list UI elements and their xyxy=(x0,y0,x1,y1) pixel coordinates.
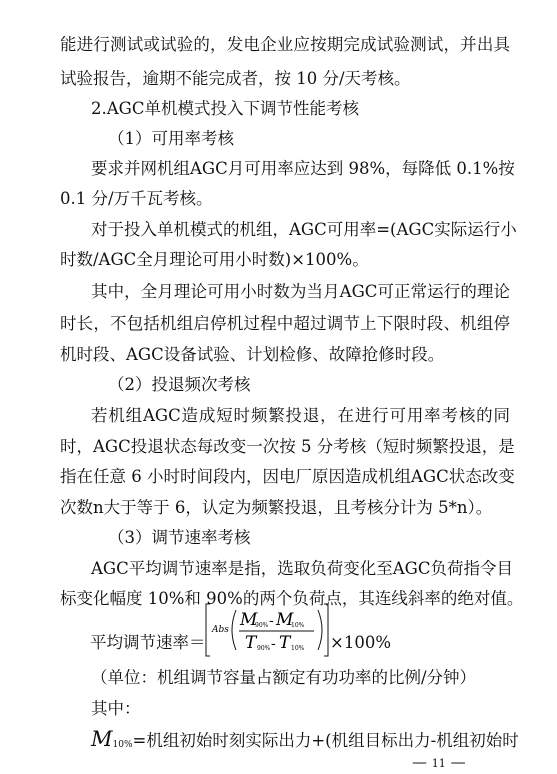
left-bracket xyxy=(206,604,210,656)
right-paren xyxy=(318,610,322,650)
paragraph-line: 次数n大于等于 6，认定为频繁投退，且考核分计为 5*n）。 xyxy=(60,498,493,517)
subsection-heading: （1）可用率考核 xyxy=(108,129,234,148)
paragraph-line: 试验报告，逾期不能完成者，按 10 分/天考核。 xyxy=(60,69,411,88)
section-heading: 2.AGC单机模式投入下调节性能考核 xyxy=(91,99,359,118)
t10-sub: 10% xyxy=(291,645,305,652)
m10-var: M xyxy=(276,610,294,630)
t90-var: T xyxy=(245,633,257,653)
paragraph-line: 0.1 分/万千瓦考核。 xyxy=(60,189,213,208)
unit-note: （单位：机组调节容量占额定有功功率的比例/分钟） xyxy=(91,668,477,687)
page-footer xyxy=(412,752,466,774)
m10-sub: 10% xyxy=(291,622,305,629)
paragraph-line: 时数/AGC全月理论可用小时数)×100%。 xyxy=(60,250,369,269)
footer-dash-right: — xyxy=(450,753,466,771)
rate-formula xyxy=(60,600,500,660)
t10-var: T xyxy=(279,633,291,653)
formula-expression xyxy=(202,600,332,660)
subsection-heading: （3）调节速率考核 xyxy=(108,528,251,547)
paragraph-line: 能进行测试或试验的，发电企业应按期完成试验测试，并出具 xyxy=(60,35,510,54)
paragraph-line: 时长，不包括机组启停机过程中超过调节上下限时段、机组停 xyxy=(60,314,510,333)
m90-var: M xyxy=(240,610,258,630)
m-subscript: 10% xyxy=(112,740,133,750)
right-bracket xyxy=(324,604,328,656)
paragraph-line: AGC平均调节速率是指，选取负荷变化至AGC负荷指令目 xyxy=(91,559,513,578)
paragraph-line: 其中，全月理论可用小时数为当月AGC可正常运行的理论 xyxy=(91,282,510,301)
paragraph-line: 标变化幅度 10%和 90%的两个负荷点，其连线斜率的绝对值。 xyxy=(60,589,524,608)
paragraph-line: 指在任意 6 小时时间段内，因电厂原因造成机组AGC状态改变 xyxy=(60,467,515,486)
m10-definition-text: =机组初始时刻实际出力+(机组目标出力-机组初始时 xyxy=(132,731,519,750)
m90-sub: 90% xyxy=(255,622,269,629)
formula-label: 平均调节速率＝ xyxy=(90,633,206,652)
paragraph-line: 要求并网机组AGC月可用率应达到 98%，每降低 0.1%按 xyxy=(91,159,515,178)
paragraph-line: 若机组AGC造成短时频繁投退，在进行可用率考核的同 xyxy=(91,406,510,425)
paragraph-line: 机时段、AGC设备试验、计划检修、故障抢修时段。 xyxy=(60,345,445,364)
paragraph-line: 对于投入单机模式的机组，AGC可用率=(AGC实际运行小 xyxy=(91,220,517,239)
abs-label: Abs xyxy=(212,625,229,635)
footer-dash-left: — xyxy=(412,753,427,771)
minus-sign: - xyxy=(269,613,274,629)
paragraph-line: 时，AGC投退状态每改变一次按 5 分考核（短时频繁投退，是 xyxy=(60,437,515,456)
paragraph-line: 其中： xyxy=(91,699,141,718)
page-number: 11 xyxy=(431,757,446,770)
formula-multiplier: ×100% xyxy=(330,633,391,652)
minus-sign: - xyxy=(271,636,276,652)
m-variable: M xyxy=(91,727,113,751)
t90-sub: 90% xyxy=(257,645,271,652)
subsection-heading: （2）投退频次考核 xyxy=(108,375,251,394)
left-paren xyxy=(232,610,236,650)
